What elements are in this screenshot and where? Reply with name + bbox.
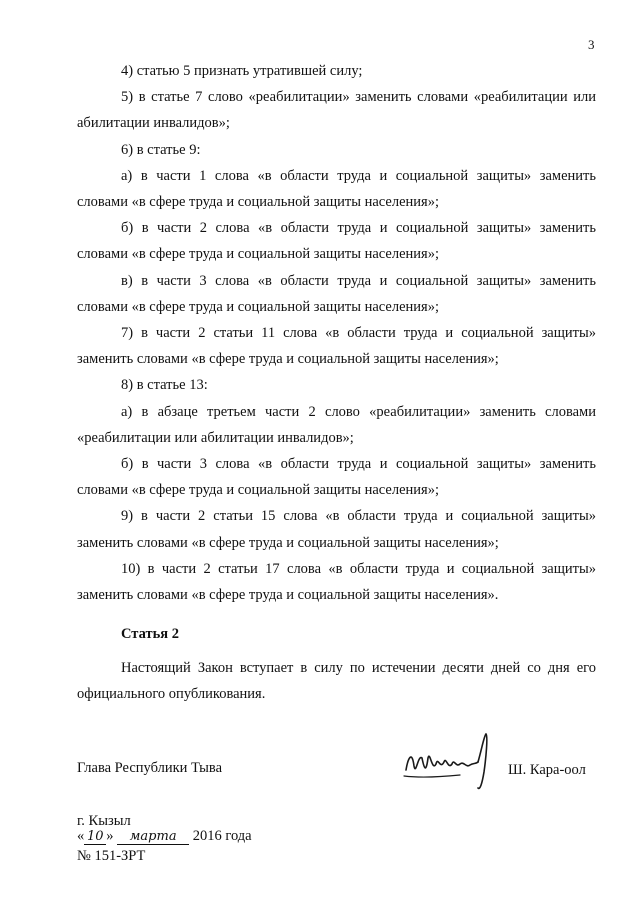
paragraph-item: б) в части 2 слова «в области труда и социальной защиты» заменить словами «в сфере труда и социальной защиты населения»; [77, 220, 596, 263]
signatory-name: Ш. Кара-оол [508, 762, 586, 778]
paragraph-item: 8) в статье 13: [121, 377, 208, 394]
paragraph-item: б) в части 3 слова «в области труда и социальной защиты» заменить словами «в сфере труда и социальной защиты населения»; [77, 456, 596, 499]
paragraph-item: 10) в части 2 статьи 17 слова «в области труда и социальной защиты» заменить словами «в сфере труда и социальной защиты населения». [77, 560, 596, 604]
page-number: 3 [588, 37, 595, 52]
date-day: 10 [84, 829, 106, 845]
paragraph-item: 5) в статье 7 слово «реабилитации» заменить словами «реабилитации или абилитации инвалидов»; [77, 89, 596, 132]
signing-date [77, 828, 252, 845]
paragraph-item: в) в части 3 слова «в области труда и социальной защиты» заменить словами «в сфере труда и социальной защиты населения»; [77, 272, 596, 315]
paragraph-item: 4) статью 5 признать утратившей силу; [121, 63, 363, 79]
date-close-quote: » [106, 828, 114, 844]
paragraph-item: а) в абзаце третьем части 2 слово «реабилитации» заменить словами «реабилитации или абилитации инвалидов»; [77, 403, 596, 446]
law-number: № 151-ЗРТ [77, 848, 146, 864]
article-2-title: Статья 2 [121, 626, 179, 642]
place-of-signing: г. Кызыл [77, 813, 131, 829]
date-year: 2016 года [192, 828, 252, 844]
paragraph-item: 6) в статье 9: [121, 141, 201, 158]
date-open-quote: « [77, 828, 85, 844]
signatory-position: Глава Республики Тыва [77, 760, 223, 776]
amendments-list [77, 58, 596, 608]
paragraph-item: а) в части 1 слова «в области труда и социальной защиты» заменить словами «в сфере труда и социальной защиты населения»; [77, 167, 596, 211]
handwritten-signature [400, 728, 496, 792]
paragraph-item: 7) в части 2 статьи 11 слова «в области труда и социальной защиты» заменить словами «в сфере труда и социальной защиты населения»; [77, 325, 596, 368]
article-2-text: Настоящий Закон вступает в силу по истечении десяти дней со дня его официального опубликования. [77, 660, 596, 703]
date-month: марта [117, 829, 189, 845]
paragraph-item: 9) в части 2 статьи 15 слова «в области труда и социальной защиты» заменить словами «в сфере труда и социальной защиты населения»; [77, 508, 596, 551]
